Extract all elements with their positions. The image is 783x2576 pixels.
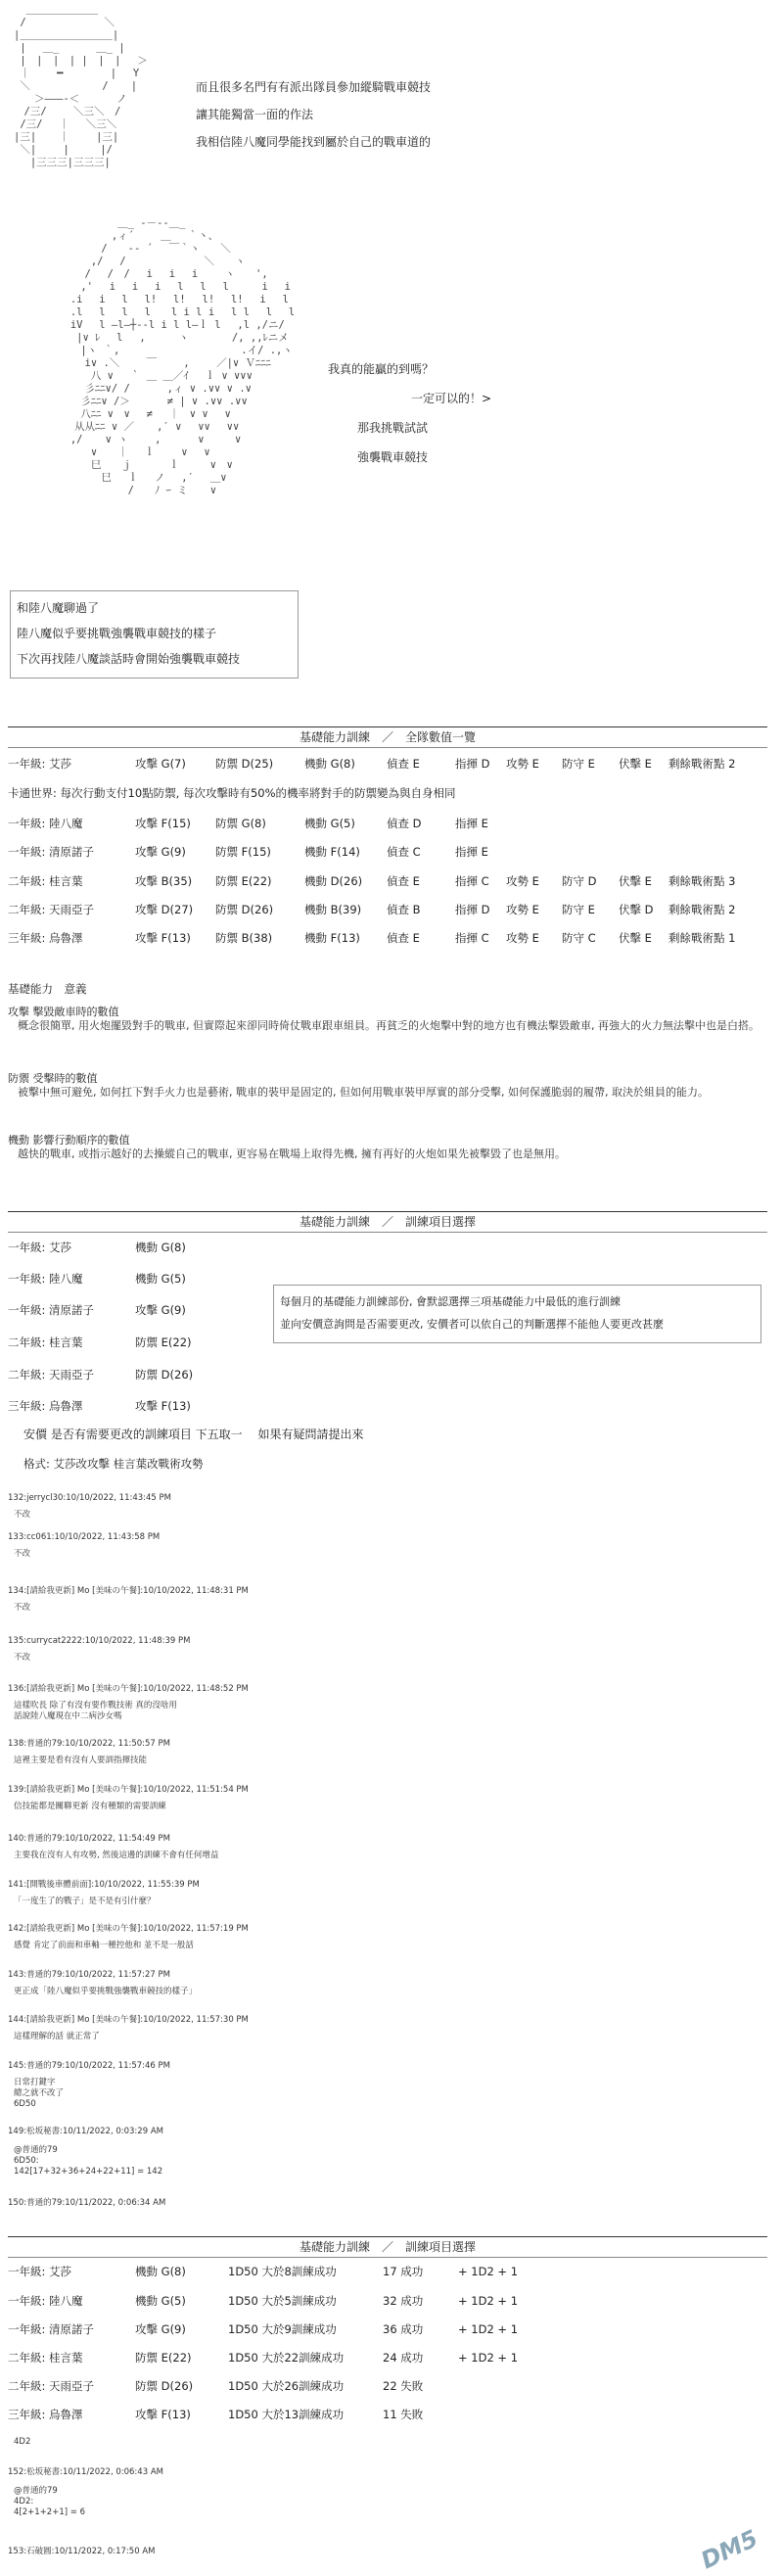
comment-header: 136:[請給我更新] Mo [美味の午餐]:10/10/2022, 11:48:52 PM bbox=[8, 1684, 249, 1694]
training-name: 二年級: 天雨亞子 bbox=[8, 1368, 95, 1382]
comment bbox=[8, 2015, 249, 2042]
stat-name: 一年級: 艾莎 bbox=[8, 757, 72, 771]
results-row bbox=[8, 2348, 556, 2367]
result-name: 三年級: 烏魯澤 bbox=[8, 2408, 83, 2421]
training-row bbox=[8, 1269, 301, 1288]
result-target: 防禦 D(26) bbox=[135, 2379, 194, 2393]
meaning-item-attack bbox=[8, 1006, 766, 1033]
comment-header: 142:[請給我更新] Mo [美味の午餐]:10/10/2022, 11:57:19 PM bbox=[8, 1924, 249, 1934]
results-row bbox=[8, 2291, 556, 2311]
stat-tactics: 剩餘戰術點 2 bbox=[668, 903, 736, 916]
stat-command: 指揮 D bbox=[455, 903, 490, 916]
comment-body: 這樣吹長 除了有沒有要作戰技術 真的沒啥用 bbox=[14, 1701, 177, 1710]
result-name: 一年級: 陸八魔 bbox=[8, 2294, 83, 2308]
narration-line: 陸八魔似乎要挑戰強襲戰車競技的樣子 bbox=[17, 627, 217, 640]
result-target: 機動 G(5) bbox=[135, 2294, 186, 2308]
comment-body: 不改 bbox=[14, 1653, 31, 1663]
stat-offense: 攻勢 E bbox=[506, 874, 539, 888]
comment bbox=[8, 1586, 249, 1614]
comment-header: 152:松坂秘書:10/11/2022, 0:06:43 AM bbox=[8, 2467, 163, 2477]
comment bbox=[8, 2467, 163, 2518]
comment-body: 4D2 bbox=[14, 2437, 31, 2447]
stat-command: 指揮 C bbox=[455, 931, 489, 945]
stat-defense: 防禦 D(25) bbox=[215, 757, 274, 771]
dialog-line: 我相信陸八魔同學能找到屬於自己的戰車道的 bbox=[196, 135, 432, 149]
comment-header: 141:[開戰後車體前面]:10/10/2022, 11:55:39 PM bbox=[8, 1880, 200, 1890]
comment bbox=[8, 1834, 218, 1861]
result-bonus: + 1D2 + 1 bbox=[458, 2265, 519, 2278]
stat-mobility: 機動 G(8) bbox=[304, 757, 355, 771]
stat-name: 三年級: 烏魯澤 bbox=[8, 931, 83, 945]
dialog-line: 強襲戰車競技 bbox=[357, 450, 429, 464]
stats-row bbox=[8, 842, 767, 862]
comment-body: 142[17+32+36+24+22+11] = 142 bbox=[14, 2167, 163, 2177]
training-info-box bbox=[273, 1285, 761, 1343]
result-target: 機動 G(8) bbox=[135, 2265, 186, 2278]
comment-header: 139:[請給我更新] Mo [美味の午餐]:10/10/2022, 11:51:54 PM bbox=[8, 1785, 249, 1795]
meaning-item-mobility bbox=[8, 1134, 766, 1161]
comment-body: 4[2+1+2+1] = 6 bbox=[14, 2507, 85, 2517]
stat-tactics: 剩餘戰術點 3 bbox=[668, 874, 736, 888]
stat-name: 一年級: 清原諾子 bbox=[8, 845, 95, 859]
comment-header: 140:普通的79:10/10/2022, 11:54:49 PM bbox=[8, 1834, 170, 1844]
stat-ambush: 伏擊 E bbox=[619, 757, 652, 771]
training-header: 基礎能力訓練 ／ 訓練項目選擇 bbox=[8, 1211, 767, 1233]
comment-body: 總之就不改了 bbox=[14, 2088, 65, 2098]
comment-body: @普通的79 bbox=[14, 2486, 58, 2496]
training-format: 格式: 艾莎改攻擊 桂言葉改戰術攻勢 bbox=[23, 1457, 204, 1471]
stat-command: 指揮 E bbox=[455, 845, 488, 859]
stat-defense: 防禦 D(26) bbox=[215, 903, 274, 916]
comment-body: 6D50 bbox=[14, 2099, 36, 2109]
stat-recon: 偵查 E bbox=[387, 757, 420, 771]
narration-line: 和陸八魔聊過了 bbox=[17, 601, 100, 615]
comment bbox=[8, 1924, 249, 1951]
comment-header: 134:[請給我更新] Mo [美味の午餐]:10/10/2022, 11:48:31 PM bbox=[8, 1586, 249, 1596]
card-note: 卡通世界: 每次行動支付10點防禦, 每次攻擊時有50%的機率將對手的防禦變為與自身相同 bbox=[8, 786, 456, 800]
result-name: 二年級: 桂言葉 bbox=[8, 2351, 83, 2365]
comment bbox=[8, 1880, 200, 1907]
meaning-item-title: 機動 影響行動順序的數值 bbox=[8, 1134, 130, 1147]
stat-mobility: 機動 D(26) bbox=[304, 874, 363, 888]
comment bbox=[8, 1970, 197, 1997]
training-name: 一年級: 清原諾子 bbox=[8, 1303, 95, 1317]
stat-recon: 偵查 D bbox=[387, 817, 422, 830]
result-bonus: + 1D2 + 1 bbox=[458, 2351, 519, 2365]
stats-header: 基礎能力訓練 ／ 全隊數值一覽 bbox=[8, 726, 767, 748]
comment-body: 4D2: bbox=[14, 2497, 34, 2506]
comment-header: 143:普通的79:10/10/2022, 11:57:27 PM bbox=[8, 1970, 170, 1980]
comment bbox=[8, 1636, 190, 1663]
stat-attack: 攻擊 B(35) bbox=[135, 874, 193, 888]
comment-header: 149:松坂秘書:10/11/2022, 0:03:29 AM bbox=[8, 2127, 163, 2136]
results-row bbox=[8, 2376, 556, 2396]
comment bbox=[8, 1785, 249, 1812]
stat-offense: 攻勢 E bbox=[506, 931, 539, 945]
training-row bbox=[8, 1238, 301, 1257]
stat-mobility: 機動 B(39) bbox=[304, 903, 362, 916]
comment-body: 感覺 肯定了前面和車軸一種控他和 並不是一般話 bbox=[14, 1941, 194, 1950]
stat-mobility: 機動 F(14) bbox=[304, 845, 360, 859]
comment bbox=[8, 2061, 170, 2110]
result-check: 1D50 大於8訓練成功 bbox=[228, 2265, 337, 2278]
training-target: 攻擊 G(9) bbox=[135, 1303, 186, 1317]
meaning-item-body: 被擊中無可避免, 如何扛下對手火力也是藝術, 戰車的裝甲是固定的, 但如何用戰車裝甲厚實的部分受擊, 如何保護脆弱的履帶, 取決於組員的能力。 bbox=[18, 1086, 709, 1099]
training-row bbox=[8, 1333, 301, 1352]
training-name: 三年級: 烏魯澤 bbox=[8, 1399, 83, 1413]
results-header: 基礎能力訓練 ／ 訓練項目選擇 bbox=[8, 2236, 767, 2258]
meaning-item-body: 概念很簡單, 用火炮擺毀對手的戰車, 但實際起來卻同時倚仗戰車跟車組員。再貧乏的火炮擊中對的地方也有機法擊毀敵車, 再強大的火力無法擊中也是白搭。 bbox=[18, 1019, 760, 1032]
stats-row bbox=[8, 871, 767, 891]
stat-guard: 防守 E bbox=[562, 757, 595, 771]
comment bbox=[8, 2547, 155, 2557]
result-roll: 32 成功 bbox=[383, 2294, 424, 2308]
result-roll: 24 成功 bbox=[383, 2351, 424, 2365]
meaning-item-defense bbox=[8, 1072, 766, 1100]
stat-ambush: 伏擊 D bbox=[619, 903, 654, 916]
comment-body: 主要我在沒有人有攻勢, 然後這邊的訓練不會有任何增益 bbox=[14, 1850, 219, 1860]
comment-body: 6D50: bbox=[14, 2156, 39, 2166]
stat-guard: 防守 C bbox=[562, 931, 596, 945]
comment-header: 144:[請給我更新] Mo [美味の午餐]:10/10/2022, 11:57:30 PM bbox=[8, 2015, 249, 2025]
comment-header: 153:石破圓:10/11/2022, 0:17:50 AM bbox=[8, 2547, 156, 2556]
training-row bbox=[8, 1396, 301, 1416]
comment-header: 132:jerrycl30:10/10/2022, 11:43:45 PM bbox=[8, 1493, 171, 1503]
meaning-item-title: 攻擊 擊毀敵車時的數值 bbox=[8, 1006, 119, 1018]
stat-attack: 攻擊 F(13) bbox=[135, 931, 191, 945]
stat-guard: 防守 D bbox=[562, 874, 597, 888]
stat-attack: 攻擊 F(15) bbox=[135, 817, 191, 830]
results-row bbox=[8, 2405, 556, 2424]
stat-tactics: 剩餘戰術點 1 bbox=[668, 931, 736, 945]
site-watermark: DM5 bbox=[696, 2524, 762, 2575]
result-roll: 22 失敗 bbox=[383, 2379, 424, 2393]
comment bbox=[8, 1493, 171, 1521]
training-name: 二年級: 桂言葉 bbox=[8, 1335, 83, 1349]
comment-header: 150:普通的79:10/11/2022, 0:06:34 AM bbox=[8, 2198, 166, 2208]
comment bbox=[8, 2198, 165, 2209]
stat-recon: 偵查 E bbox=[387, 874, 420, 888]
result-target: 攻擊 G(9) bbox=[135, 2322, 186, 2336]
stats-row bbox=[8, 814, 767, 833]
comment-body: 信技能都是關聯更新 沒有種類的需要訓練 bbox=[14, 1802, 166, 1811]
comment bbox=[8, 1684, 249, 1722]
comment-body: 這樣理解的話 就正常了 bbox=[14, 2032, 100, 2041]
meaning-item-title: 防禦 受擊時的數值 bbox=[8, 1072, 98, 1085]
stat-attack: 攻擊 G(7) bbox=[135, 757, 186, 771]
stat-offense: 攻勢 E bbox=[506, 757, 539, 771]
ascii-art-character-2: ＿_ -－‐-＿_ ,ィ´ ＿ ｀丶、 / -‐ ´ ￣｀ヽ ＼ ,/ / ＼ ヽ / / / i i i ヽ ', ,' i i i l l l i i .i i l l! l! l! l! i l .l l l l l i l i l l l l iV l ―l―┼-‐l i l l―ｌ l ,l ,/ニ/ |∨ ﾚ l , ヽ /, ,,ﾚニメ |ヽ ｀, .イ/ .,ヽ i∨ .＼ ￣ , ／|∨ Ｖﾆﾆﾆ 八 ∨ ｀ ＿ ＿／ｲ ｌ ∨ ∨∨∨ 彡ﾆﾆ∨/ / ,ィ ∨ .∨∨ ∨ .∨ 彡ﾆﾆ∨ /＞ ≠ | ∨ .∨∨ .∨∨ 八ﾆﾆ ∨ ∨ ≠ ｜ ∨ ∨ ∨ 从从ﾆﾆ ∨ ／ ,′ ∨ ∨∨ ∨∨ ,/ ∨ ヽ , ∨ ∨ ∨ ｜ ｌ ∨ ∨ 巳 ｊ ｌ ∨ ∨ 巳 ｌ ノ ,′ ＿∨ / ﾉ ｰ ミ ∨ bbox=[69, 217, 296, 496]
comment-header: 145:普通的79:10/10/2022, 11:57:46 PM bbox=[8, 2061, 170, 2071]
result-bonus: + 1D2 + 1 bbox=[458, 2322, 519, 2336]
training-target: 機動 G(5) bbox=[135, 1272, 186, 1286]
training-prompt: 安價 是否有需要更改的訓練項目 下五取一 如果有疑問請提出來 bbox=[23, 1428, 364, 1441]
stat-tactics: 剩餘戰術點 2 bbox=[668, 757, 736, 771]
result-check: 1D50 大於5訓練成功 bbox=[228, 2294, 337, 2308]
result-name: 一年級: 清原諾子 bbox=[8, 2322, 95, 2336]
panel1-dialog bbox=[196, 78, 431, 157]
stats-row bbox=[8, 754, 767, 773]
stat-attack: 攻擊 D(27) bbox=[135, 903, 194, 916]
training-target: 機動 G(8) bbox=[135, 1241, 186, 1254]
stat-mobility: 機動 G(5) bbox=[304, 817, 355, 830]
training-row bbox=[8, 1365, 301, 1384]
stat-ambush: 伏擊 E bbox=[619, 874, 652, 888]
training-row bbox=[8, 1300, 301, 1320]
comment-body: @普通的79 bbox=[14, 2145, 58, 2155]
comment bbox=[8, 1532, 160, 1560]
stat-name: 一年級: 陸八魔 bbox=[8, 817, 83, 830]
training-name: 一年級: 陸八魔 bbox=[8, 1272, 83, 1286]
comment-header: 135:currycat2222:10/10/2022, 11:48:39 PM bbox=[8, 1636, 191, 1646]
comment-body: 話說陸八魔現在中二病沙女嗎 bbox=[14, 1711, 122, 1721]
results-row bbox=[8, 2319, 556, 2339]
stat-defense: 防禦 G(8) bbox=[215, 817, 266, 830]
result-roll: 11 失敗 bbox=[383, 2408, 424, 2421]
dialog-line: 而且很多名門有有派出隊員參加縱騎戰車競技 bbox=[196, 80, 432, 94]
training-info-line: 每個月的基礎能力訓練部份, 會默認選擇三項基礎能力中最低的進行訓練 bbox=[280, 1295, 621, 1308]
comment-body: 日常打鍵字 bbox=[14, 2078, 56, 2087]
result-name: 一年級: 艾莎 bbox=[8, 2265, 72, 2278]
stat-guard: 防守 E bbox=[562, 903, 595, 916]
meaning-title: 基礎能力 意義 bbox=[8, 982, 87, 996]
result-check: 1D50 大於13訓練成功 bbox=[228, 2408, 345, 2421]
comment-body: 不改 bbox=[14, 1603, 31, 1613]
stats-row bbox=[8, 928, 767, 948]
result-name: 二年級: 天雨亞子 bbox=[8, 2379, 95, 2393]
result-check: 1D50 大於9訓練成功 bbox=[228, 2322, 337, 2336]
narration-line: 下次再找陸八魔談話時會開始強襲戰車競技 bbox=[17, 652, 241, 666]
stat-command: 指揮 D bbox=[455, 757, 490, 771]
result-target: 攻擊 F(13) bbox=[135, 2408, 191, 2421]
comment-body: 更正成「陸八魔似乎要挑戰強襲戰車競技的樣子」 bbox=[14, 1987, 198, 1996]
training-target: 攻擊 F(13) bbox=[135, 1399, 191, 1413]
comment-body: 這裡主要是看有沒有人要訓指揮技能 bbox=[14, 1756, 148, 1765]
stat-recon: 偵查 B bbox=[387, 903, 421, 916]
stat-defense: 防禦 B(38) bbox=[215, 931, 273, 945]
comment-header: 133:cc061:10/10/2022, 11:43:58 PM bbox=[8, 1532, 161, 1542]
stat-name: 二年級: 天雨亞子 bbox=[8, 903, 95, 916]
stat-name: 二年級: 桂言葉 bbox=[8, 874, 83, 888]
stat-offense: 攻勢 E bbox=[506, 903, 539, 916]
stat-recon: 偵查 E bbox=[387, 931, 420, 945]
stat-attack: 攻擊 G(9) bbox=[135, 845, 186, 859]
comment bbox=[8, 2437, 30, 2448]
stat-recon: 偵查 C bbox=[387, 845, 421, 859]
result-target: 防禦 E(22) bbox=[135, 2351, 192, 2365]
comment bbox=[8, 1739, 170, 1766]
stat-command: 指揮 E bbox=[455, 817, 488, 830]
dialog-line: 一定可以的！> bbox=[411, 392, 492, 405]
stats-row bbox=[8, 900, 767, 919]
stat-defense: 防禦 F(15) bbox=[215, 845, 271, 859]
training-target: 防禦 D(26) bbox=[135, 1368, 194, 1382]
stat-ambush: 伏擊 E bbox=[619, 931, 652, 945]
narration-box bbox=[10, 590, 299, 679]
stat-mobility: 機動 F(13) bbox=[304, 931, 360, 945]
comment-body: 「一度生了的戰子」是不是有引什麼？ bbox=[14, 1897, 156, 1906]
result-roll: 17 成功 bbox=[383, 2265, 424, 2278]
training-name: 一年級: 艾莎 bbox=[8, 1241, 72, 1254]
comment-body: 不改 bbox=[14, 1510, 31, 1520]
training-info-line: 並向安價意詢問是否需要更改, 安價者可以依自己的判斷選擇不能他人要更改甚麼 bbox=[280, 1318, 664, 1331]
result-check: 1D50 大於22訓練成功 bbox=[228, 2351, 345, 2365]
comment-body: 不改 bbox=[14, 1549, 31, 1559]
comment bbox=[8, 2127, 163, 2178]
results-row bbox=[8, 2262, 556, 2281]
dialog-line: 那我挑戰試試 bbox=[357, 421, 429, 435]
dialog-line: 我真的能贏的到嗎？ bbox=[328, 362, 435, 376]
meaning-item-body: 越快的戰車, 或指示越好的去操縱自己的戰車, 更容易在戰場上取得先機, 擁有再好的火炮如果先被擊毀了也是無用。 bbox=[18, 1147, 566, 1160]
comment-header: 138:普通的79:10/10/2022, 11:50:57 PM bbox=[8, 1739, 170, 1749]
training-target: 防禦 E(22) bbox=[135, 1335, 192, 1349]
result-roll: 36 成功 bbox=[383, 2322, 424, 2336]
stat-defense: 防禦 E(22) bbox=[215, 874, 272, 888]
stat-command: 指揮 C bbox=[455, 874, 489, 888]
result-bonus: + 1D2 + 1 bbox=[458, 2294, 519, 2308]
ascii-art-character-1: ＿＿＿＿＿＿＿ / ＼ |＿＿＿＿＿＿＿＿＿| | ＿_ ＿_ | | | | | | | | ＞ ｜ ━ | Y ＼ / | ＞―――‐＜ ノ /三/ ＼三＼ / /三/ ｜ ＼三＼ |三| ｜ |三| ＼| | |/ |三三三|三三三| bbox=[14, 4, 148, 168]
result-check: 1D50 大於26訓練成功 bbox=[228, 2379, 345, 2393]
dialog-line: 讓其能獨當一面的作法 bbox=[196, 108, 314, 121]
